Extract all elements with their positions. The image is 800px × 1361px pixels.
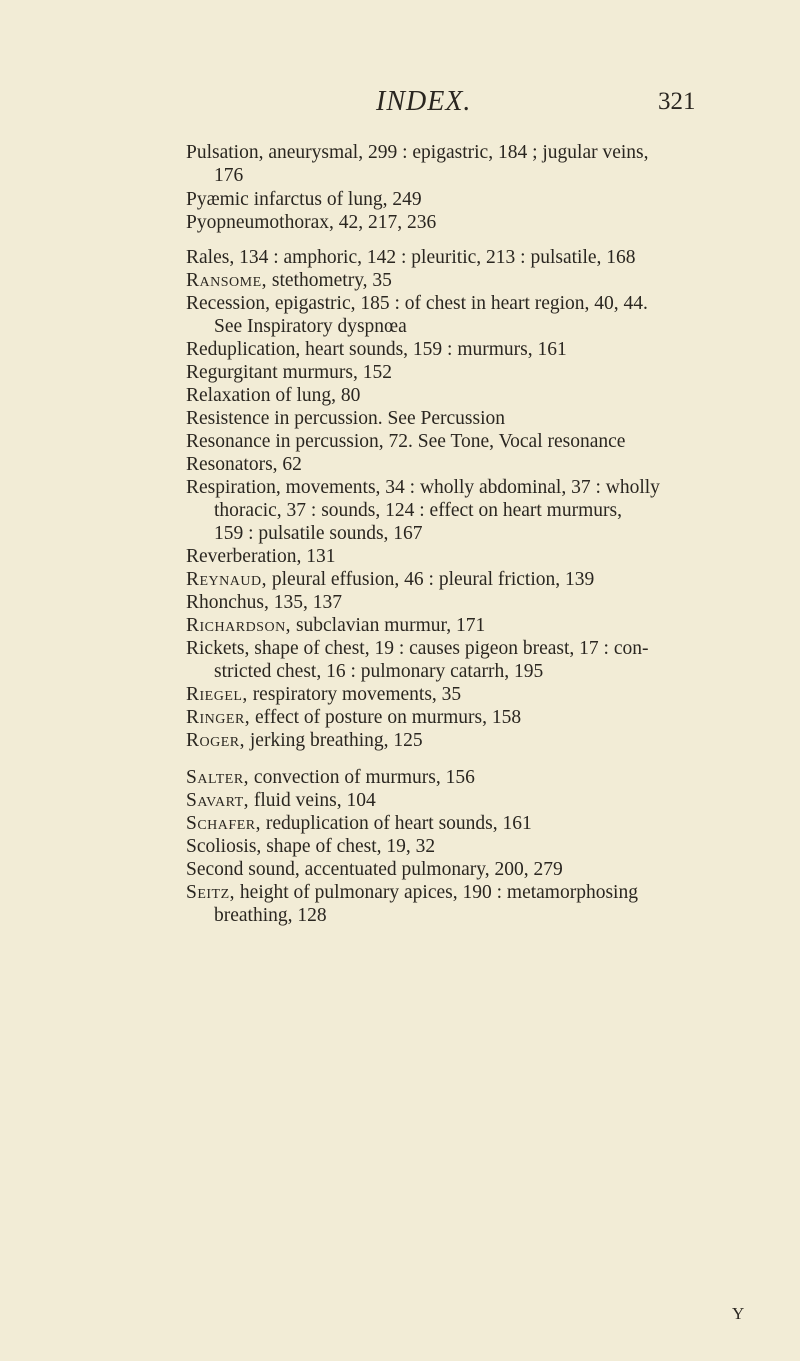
- entry-continuation: 159 : pulsatile sounds, 167: [214, 523, 423, 544]
- entry-text: subclavian murmur, 171: [291, 615, 486, 636]
- entry-continuation: breathing, 128: [214, 905, 327, 926]
- index-entry: [186, 430, 625, 453]
- page-number: 321: [658, 88, 696, 115]
- entry-continuation: thoracic, 37 : sounds, 124 : effect on heart murmurs,: [214, 500, 622, 521]
- entry-term: Pulsation,: [186, 142, 264, 163]
- entry-text: pleural effusion, 46 : pleural friction, 139: [267, 569, 595, 590]
- index-entry: [186, 292, 648, 338]
- index-entry: [186, 141, 649, 187]
- entry-text: 135, 137: [268, 592, 342, 613]
- entry-term: Savart,: [186, 790, 249, 811]
- index-entry: [186, 881, 638, 927]
- index-entry: [186, 614, 485, 637]
- entry-term: Second: [186, 859, 244, 880]
- entry-term: Roger,: [186, 730, 245, 751]
- index-entry: [186, 706, 521, 729]
- entry-term: Rales,: [186, 247, 235, 268]
- index-entry: [186, 789, 376, 812]
- entry-text: in percussion, 72. See Tone, Vocal resonance: [270, 431, 626, 452]
- index-entry: [186, 188, 422, 211]
- entry-term: Reverberation,: [186, 546, 302, 567]
- entry-term: Reduplication,: [186, 339, 301, 360]
- entry-term: Resonators,: [186, 454, 278, 475]
- index-entry: [186, 453, 302, 476]
- entry-term: Reynaud,: [186, 569, 267, 590]
- entry-text: in percussion. See Percussion: [269, 408, 505, 429]
- entry-continuation: See Inspiratory dyspnœa: [214, 316, 407, 337]
- entry-text: effect of posture on murmurs, 158: [250, 707, 522, 728]
- entry-term: Rickets,: [186, 638, 250, 659]
- index-entry: [186, 338, 567, 361]
- index-entry: [186, 568, 594, 591]
- entry-text: respiratory movements, 35: [247, 684, 462, 705]
- entry-text: jerking breathing, 125: [245, 730, 423, 751]
- entry-text: aneurysmal, 299 : epigastric, 184 ; jugular veins,: [263, 142, 649, 163]
- entry-term: Richardson,: [186, 615, 292, 636]
- index-entry: [186, 637, 648, 683]
- entry-term: Pyæmic: [186, 189, 249, 210]
- index-entry: [186, 211, 436, 234]
- entry-text: stethometry, 35: [267, 270, 392, 291]
- entry-text: convection of murmurs, 156: [249, 767, 475, 788]
- entry-continuation: stricted chest, 16 : pulmonary catarrh, 195: [214, 661, 544, 682]
- index-entry: [186, 858, 563, 881]
- entry-text: fluid veins, 104: [249, 790, 376, 811]
- entry-term: Pyopneumothorax,: [186, 212, 334, 233]
- entry-term: Schafer,: [186, 813, 261, 834]
- entry-term: Resistence: [186, 408, 270, 429]
- entry-term: Rhonchus,: [186, 592, 269, 613]
- entry-text: heart sounds, 159 : murmurs, 161: [300, 339, 567, 360]
- index-entry: [186, 545, 335, 568]
- entry-text: of lung, 80: [270, 385, 361, 406]
- entry-text: murmurs, 152: [277, 362, 393, 383]
- entry-term: Respiration,: [186, 477, 281, 498]
- index-entry: [186, 384, 360, 407]
- entry-term: Resonance: [186, 431, 271, 452]
- index-entry: [186, 407, 505, 430]
- entry-term: Ringer,: [186, 707, 251, 728]
- entry-text: 62: [277, 454, 302, 475]
- entry-text: movements, 34 : wholly abdominal, 37 : wholly: [280, 477, 660, 498]
- entry-term: Scoliosis,: [186, 836, 262, 857]
- signature-mark: Y: [732, 1304, 745, 1323]
- page-header: [0, 80, 800, 120]
- entry-term: Ransome,: [186, 270, 267, 291]
- entry-term: Riegel,: [186, 684, 248, 705]
- page-title: INDEX.: [376, 86, 472, 117]
- entry-continuation: 176: [214, 165, 244, 186]
- entry-text: shape of chest, 19, 32: [261, 836, 436, 857]
- index-entry: [186, 766, 475, 789]
- entry-term: Regurgitant: [186, 362, 278, 383]
- entry-term: Salter,: [186, 767, 250, 788]
- index-entry: [186, 812, 532, 835]
- entry-text: epigastric, 185 : of chest in heart region, 40, 44.: [269, 293, 648, 314]
- entry-text: 42, 217, 236: [333, 212, 437, 233]
- index-entry: [186, 476, 660, 545]
- entry-text: shape of chest, 19 : causes pigeon breast, 17 : con-: [249, 638, 649, 659]
- entry-term: Recession,: [186, 293, 270, 314]
- entry-text: 131: [301, 546, 336, 567]
- entry-text: reduplication of heart sounds, 161: [260, 813, 532, 834]
- entry-text: infarctus of lung, 249: [248, 189, 422, 210]
- index-entry: [186, 835, 435, 858]
- index-entry: [186, 269, 392, 292]
- entry-term: Seitz,: [186, 882, 236, 903]
- index-entry: [186, 361, 392, 384]
- entry-text: height of pulmonary apices, 190 : metamorphosing: [235, 882, 638, 903]
- entry-text: sound, accentuated pulmonary, 200, 279: [243, 859, 563, 880]
- index-entry: [186, 683, 461, 706]
- index-entry: [186, 729, 423, 752]
- index-entry: [186, 246, 636, 269]
- entry-term: Relaxation: [186, 385, 271, 406]
- entry-text: 134 : amphoric, 142 : pleuritic, 213 : pulsatile, 168: [234, 247, 636, 268]
- index-entry: [186, 591, 342, 614]
